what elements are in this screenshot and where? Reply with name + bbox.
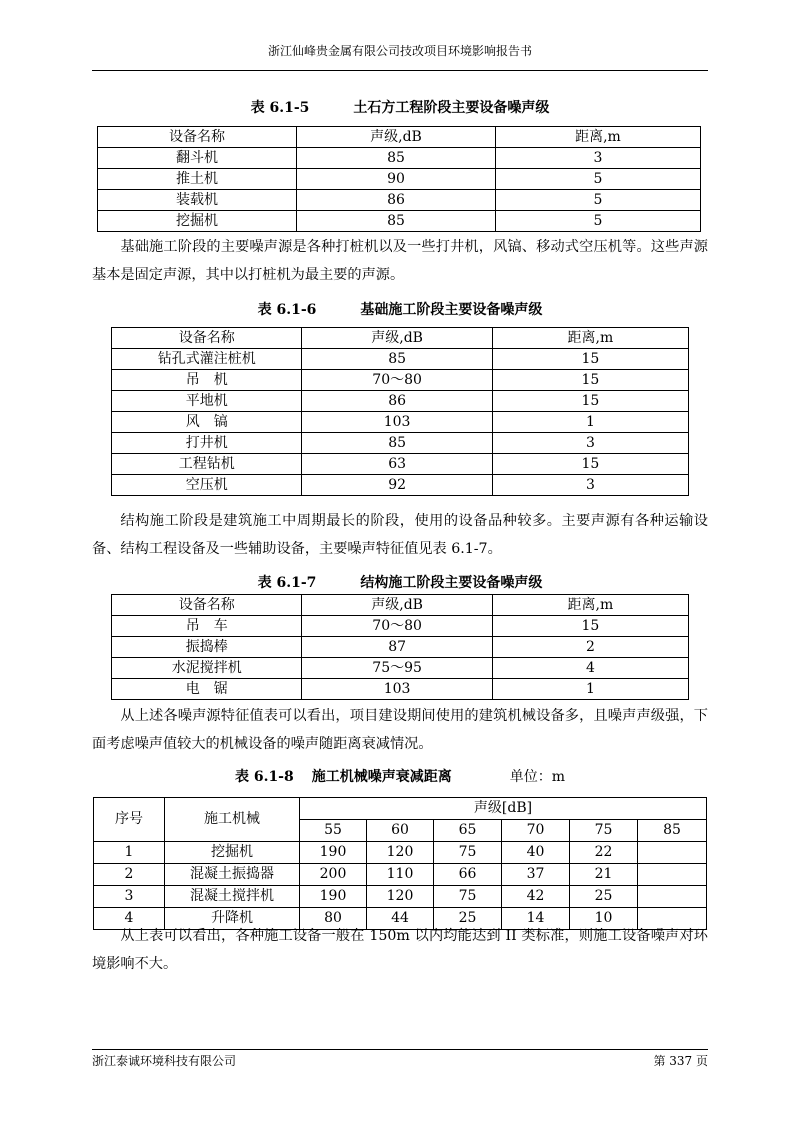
table-row [112,475,689,496]
table-cell: 混凝土振捣器 [165,864,300,886]
table-cell: 5 [495,169,700,190]
table-cell: 15 [492,616,688,637]
table-caption [92,766,708,786]
table-cell: 15 [492,370,688,391]
table-cell: 75 [434,886,502,908]
table-cell: 吊 机 [112,370,302,391]
table-cell: 5 [495,211,700,232]
level-header: 70 [502,820,570,842]
table-row [112,616,689,637]
level-header: 85 [638,820,707,842]
table-row [112,658,689,679]
table-cell: 1 [94,842,165,864]
table-cell: 66 [434,864,502,886]
table-cell: 70～80 [302,370,492,391]
table-row [112,412,689,433]
table-row [94,842,707,864]
column-header: 设备名称 [98,127,297,148]
table-row [112,391,689,412]
table-cell: 85 [296,211,495,232]
table-cell: 15 [492,391,688,412]
table-cell: 200 [300,864,367,886]
column-header: 声级,dB [302,328,492,349]
column-header: 声级,dB [302,595,492,616]
table-cell: 3 [94,886,165,908]
paragraph: 从上表可以看出，各种施工设备一般在 150m 以内均能达到 II 类标准，则施工设备噪声对环境影响不大。 [92,928,708,972]
table-cell: 21 [570,864,638,886]
table-cell: 86 [296,190,495,211]
table-cell: 工程钻机 [112,454,302,475]
paragraph: 基础施工阶段的主要噪声源是各种打桩机以及一些打井机，风镐、移动式空压机等。这些声源基本是固定声源，其中以打桩机为最主要的声源。 [92,239,708,283]
column-header: 声级[dB] [300,798,707,820]
table-cell: 110 [367,864,434,886]
column-header: 序号 [94,798,165,842]
table-number: 表 6.1-5 [250,100,310,116]
table-cell: 振捣棒 [112,637,302,658]
level-header: 75 [570,820,638,842]
table-cell: 190 [300,886,367,908]
noise-attenuation-table [93,797,707,930]
table-row [94,886,707,908]
table-cell: 25 [570,886,638,908]
table-caption [92,97,708,117]
page-header: 浙江仙峰贵金属有限公司技改项目环境影响报告书 [92,40,708,71]
table-cell: 75～95 [302,658,492,679]
table-row [112,433,689,454]
table-cell: 3 [492,475,688,496]
table-cell: 挖掘机 [98,211,297,232]
table-cell: 85 [302,349,492,370]
table-cell: 14 [502,908,570,930]
table-cell [638,886,707,908]
table-cell: 44 [367,908,434,930]
table-cell: 2 [94,864,165,886]
table-cell: 25 [434,908,502,930]
table-cell: 190 [300,842,367,864]
table-title: 结构施工阶段主要设备噪声级 [360,575,543,591]
table-cell: 86 [302,391,492,412]
column-header: 距离,m [492,595,688,616]
paragraph: 结构施工阶段是建筑施工中周期最长的阶段，使用的设备品种较多。主要声源有各种运输设备、结构工程设备及一些辅助设备，主要噪声特征值见表 6.1-7。 [92,513,708,557]
column-header: 距离,m [495,127,700,148]
table-cell: 87 [302,637,492,658]
table-number: 表 6.1-7 [257,575,317,591]
table-cell: 升降机 [165,908,300,930]
table-cell: 22 [570,842,638,864]
table-unit: 单位：m [509,769,566,785]
table-cell: 63 [302,454,492,475]
table-row [98,169,701,190]
table-cell: 打井机 [112,433,302,454]
table-title: 施工机械噪声衰减距离 [311,769,452,785]
column-header: 声级,dB [296,127,495,148]
table-cell: 80 [300,908,367,930]
noise-table-foundation [111,327,689,496]
paragraph: 从上述各噪声源特征值表可以看出，项目建设期间使用的建筑机械设备多，且噪声声级强，下面考虑噪声值较大的机械设备的噪声随距离衰减情况。 [92,708,708,752]
table-cell: 15 [492,349,688,370]
table-cell: 15 [492,454,688,475]
table-cell: 103 [302,679,492,700]
footer-company: 浙江泰诚环境科技有限公司 [92,1054,237,1068]
table-row [98,190,701,211]
page-number: 第 337 页 [653,1054,708,1068]
table-cell: 70～80 [302,616,492,637]
table-cell: 4 [94,908,165,930]
table-cell: 吊 车 [112,616,302,637]
column-header: 距离,m [492,328,688,349]
table-caption [92,299,708,319]
table-row [98,148,701,169]
table-row [112,679,689,700]
table-cell: 1 [492,679,688,700]
table-cell: 40 [502,842,570,864]
table-cell: 42 [502,886,570,908]
table-header-row [94,798,707,820]
table-row [98,211,701,232]
table-cell: 混凝土搅拌机 [165,886,300,908]
table-header-row [112,595,689,616]
table-row [94,864,707,886]
table-cell [638,842,707,864]
column-header: 设备名称 [112,595,302,616]
table-cell: 3 [492,433,688,454]
table-number: 表 6.1-8 [234,769,294,785]
level-header: 65 [434,820,502,842]
table-cell: 10 [570,908,638,930]
table-cell: 85 [296,148,495,169]
table-cell: 37 [502,864,570,886]
table-title: 基础施工阶段主要设备噪声级 [360,302,543,318]
table-cell: 120 [367,842,434,864]
table-caption [92,572,708,592]
table-cell: 翻斗机 [98,148,297,169]
table-cell: 水泥搅拌机 [112,658,302,679]
table-cell: 空压机 [112,475,302,496]
table-title: 土石方工程阶段主要设备噪声级 [353,100,550,116]
table-cell: 风 镐 [112,412,302,433]
table-row [112,637,689,658]
table-cell: 平地机 [112,391,302,412]
table-cell: 钻孔式灌注桩机 [112,349,302,370]
table-cell: 120 [367,886,434,908]
table-cell: 电 锯 [112,679,302,700]
table-cell: 92 [302,475,492,496]
noise-table-earthwork [97,126,701,232]
column-header: 设备名称 [112,328,302,349]
table-cell: 推土机 [98,169,297,190]
table-cell: 90 [296,169,495,190]
table-row [112,454,689,475]
page-footer [92,1049,708,1068]
table-cell: 装载机 [98,190,297,211]
table-cell: 103 [302,412,492,433]
table-cell: 3 [495,148,700,169]
noise-table-structure [111,594,689,700]
column-header: 施工机械 [165,798,300,842]
table-cell: 挖掘机 [165,842,300,864]
table-cell: 1 [492,412,688,433]
table-cell: 5 [495,190,700,211]
table-cell: 75 [434,842,502,864]
table-cell [638,864,707,886]
table-header-row [112,328,689,349]
level-header: 55 [300,820,367,842]
table-cell: 2 [492,637,688,658]
table-number: 表 6.1-6 [257,302,317,318]
table-cell: 4 [492,658,688,679]
table-cell: 85 [302,433,492,454]
table-row [112,349,689,370]
level-header: 60 [367,820,434,842]
table-header-row [98,127,701,148]
table-row [112,370,689,391]
